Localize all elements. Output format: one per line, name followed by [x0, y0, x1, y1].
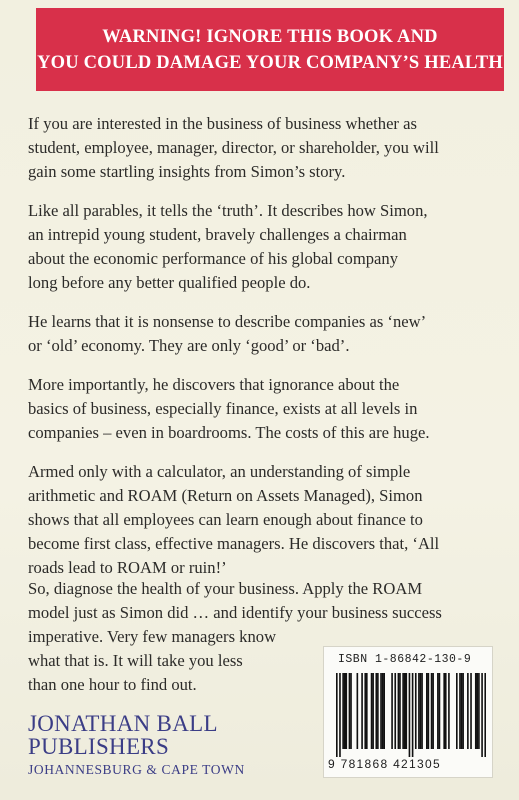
barcode-bar: [380, 673, 382, 749]
text-line: shows that all employees can learn enough about finance to: [28, 510, 423, 529]
barcode-bar: [467, 673, 469, 749]
barcode-bar: [477, 673, 479, 749]
barcode-bar: [462, 673, 464, 749]
barcode-bar: [481, 673, 483, 757]
barcode-bar: [475, 673, 477, 749]
barcode-bar: [364, 673, 366, 749]
text-line: roads lead to ROAM or ruin!’: [28, 558, 227, 577]
text-line: what that is. It will take you less: [28, 651, 243, 670]
text-line: long before any better qualified people do.: [28, 273, 311, 292]
barcode-bar: [439, 673, 441, 749]
barcode-bar: [342, 673, 344, 749]
barcode-bar: [350, 673, 352, 749]
text-line: arithmetic and ROAM (Return on Assets Managed), Simon: [28, 486, 423, 505]
barcode-bar: [478, 673, 480, 749]
barcode-bar: [344, 673, 346, 749]
barcode-bar: [448, 673, 450, 749]
barcode-bar: [470, 673, 472, 749]
barcode-bar: [418, 673, 420, 749]
barcode-bar: [459, 673, 461, 749]
barcode-bar: [445, 673, 447, 749]
barcode-bar: [377, 673, 379, 749]
publisher-name-line-1: JONATHAN BALL: [28, 711, 218, 736]
warning-line-1: WARNING! IGNORE THIS BOOK AND: [102, 27, 438, 47]
barcode-bar: [426, 673, 428, 749]
barcode-icon: [336, 673, 486, 757]
text-line: imperative. Very few managers know: [28, 627, 277, 646]
text-line: than one hour to find out.: [28, 675, 197, 694]
barcode-bar: [398, 673, 400, 749]
paragraph-2: [28, 199, 508, 295]
barcode-bar: [412, 673, 414, 757]
barcode-bar: [399, 673, 401, 749]
text-line: He learns that it is nonsense to describe companies as ‘new’: [28, 312, 427, 331]
warning-banner: [36, 8, 504, 91]
barcode-bar: [405, 673, 407, 749]
barcode-bar: [391, 673, 393, 749]
barcode-bar: [372, 673, 374, 749]
isbn-label: ISBN 1-86842-130-9: [338, 653, 472, 666]
paragraph-3: [28, 310, 508, 358]
text-line: become first class, effective managers. He discovers that, ‘All: [28, 534, 440, 553]
text-line: basics of business, especially finance, exists at all levels in: [28, 399, 418, 418]
barcode-bar: [349, 673, 351, 749]
text-line: model just as Simon did … and identify your business success: [28, 603, 442, 622]
barcode-bar: [421, 673, 423, 749]
text-line: student, employee, manager, director, or shareholder, you will: [28, 138, 439, 157]
text-line: or ‘old’ economy. They are only ‘good’ or ‘bad’.: [28, 336, 350, 355]
paragraph-5: [28, 460, 508, 580]
text-line: If you are interested in the business of business whether as: [28, 114, 417, 133]
barcode-bar: [415, 673, 417, 749]
barcode-bar: [431, 673, 433, 749]
text-line: about the economic performance of his global company: [28, 249, 399, 268]
barcode-digits: 9 781868 421305: [328, 757, 441, 771]
text-line: Like all parables, it tells the ‘truth’. It describes how Simon,: [28, 201, 428, 220]
text-line: an intrepid young student, bravely challenges a chairman: [28, 225, 407, 244]
barcode-bar: [484, 673, 486, 757]
publisher-name-line-2: PUBLISHERS: [28, 734, 170, 759]
blurb: [28, 112, 508, 595]
barcode-bar: [420, 673, 422, 749]
barcode-bar: [361, 673, 363, 749]
barcode-bar: [432, 673, 434, 749]
barcode-bar: [339, 673, 341, 757]
barcode-bar: [443, 673, 445, 749]
barcode-bar: [404, 673, 406, 749]
barcode-bar: [357, 673, 359, 749]
barcode-sticker: [323, 646, 493, 778]
barcode-bar: [382, 673, 384, 749]
barcode-bar: [345, 673, 347, 749]
barcode-bar: [437, 673, 439, 749]
publisher-city: JOHANNESBURG & CAPE TOWN: [28, 762, 245, 777]
barcode-bar: [383, 673, 385, 749]
barcode-bar: [394, 673, 396, 749]
publisher-logo: [28, 712, 245, 778]
text-line: So, diagnose the health of your business. Apply the ROAM: [28, 579, 423, 598]
warning-line-2: YOU COULD DAMAGE YOUR COMPANY’S HEALTH: [37, 53, 503, 73]
barcode-bar: [409, 673, 411, 757]
barcode-bar: [456, 673, 458, 749]
text-line: More importantly, he discovers that ignorance about the: [28, 375, 400, 394]
paragraph-4: [28, 373, 508, 445]
paragraph-1: [28, 112, 508, 184]
barcode-bar: [461, 673, 463, 749]
text-line: gain some startling insights from Simon’s story.: [28, 162, 346, 181]
barcode-bar: [428, 673, 430, 749]
barcode-bar: [336, 673, 338, 757]
barcode-bar: [366, 673, 368, 749]
publisher-name: [28, 712, 245, 758]
text-line: Armed only with a calculator, an understanding of simple: [28, 462, 411, 481]
text-line: companies – even in boardrooms. The costs of this are huge.: [28, 423, 430, 442]
barcode-bar: [402, 673, 404, 749]
barcode-bar: [371, 673, 373, 749]
barcode-bar: [375, 673, 377, 749]
